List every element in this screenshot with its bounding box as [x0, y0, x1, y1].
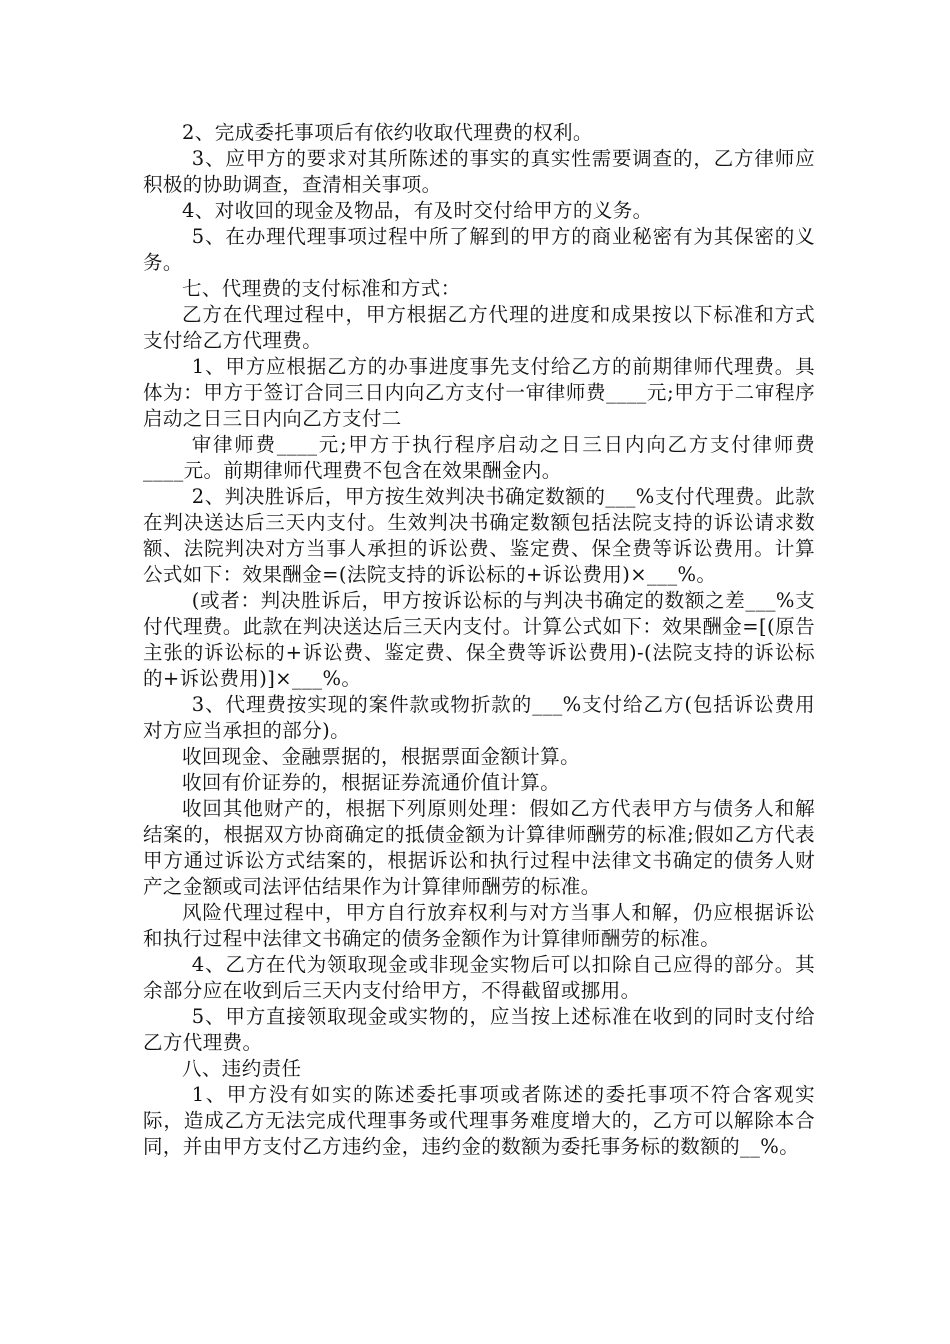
- section-heading-8: 八、违约责任: [182, 1057, 302, 1080]
- paragraph-fee-3: 3、代理费按实现的案件款或物折款的___%支付给乙方(包括诉讼费用对方应当承担的部分)。: [143, 693, 815, 742]
- paragraph-securities-recovery: 收回有价证券的，根据证券流通价值计算。: [182, 771, 561, 794]
- paragraph-other-property: 收回其他财产的，根据下列原则处理：假如乙方代表甲方与债务人和解结案的，根据双方协商确定的抵债金额为计算律师酬劳的标准;假如乙方代表甲方通过诉讼方式结案的，根据诉讼和执行过程中法律文书确定的债务人财产之金额或司法评估结果作为计算律师酬劳的标准。: [143, 797, 815, 898]
- paragraph-duty-5: 5、在办理代理事项过程中所了解到的甲方的商业秘密有为其保密的义务。: [143, 225, 815, 274]
- paragraph-fee-4: 4、乙方在代为领取现金或非现金实物后可以扣除自己应得的部分。其余部分应在收到后三天内支付给甲方，不得截留或挪用。: [143, 953, 815, 1002]
- paragraph-fee-intro: 乙方在代理过程中，甲方根据乙方代理的进度和成果按以下标准和方式支付给乙方代理费。: [143, 303, 815, 352]
- contract-text: [143, 120, 815, 1160]
- paragraph-fee-1: 1、甲方应根据乙方的办事进度事先支付给乙方的前期律师代理费。具体为：甲方于签订合同三日内向乙方支付一审律师费____元;甲方于二审程序启动之日三日内向乙方支付二: [143, 355, 815, 430]
- paragraph-duty-3: 3、应甲方的要求对其所陈述的事实的真实性需要调查的，乙方律师应积极的协助调查，查清相关事项。: [143, 147, 815, 196]
- paragraph-fee-5: 5、甲方直接领取现金或实物的，应当按上述标准在收到的同时支付给乙方代理费。: [143, 1005, 815, 1054]
- paragraph-fee-1-continued: 审律师费____元;甲方于执行程序启动之日三日内向乙方支付律师费____元。前期律师代理费不包含在效果酬金内。: [143, 433, 815, 482]
- paragraph-duty-4: 4、对收回的现金及物品，有及时交付给甲方的义务。: [182, 199, 653, 222]
- paragraph-fee-alternative: (或者：判决胜诉后，甲方按诉讼标的与判决书确定的数额之差___%支付代理费。此款在判决送达后三天内支付。计算公式如下：效果酬金=[(原告主张的诉讼标的+诉讼费、鉴定费、保全费等诉讼费用)-(法院支持的诉讼标的+诉讼费用)]×___%。: [143, 589, 815, 690]
- paragraph-cash-recovery: 收回现金、金融票据的，根据票面金额计算。: [182, 745, 581, 768]
- paragraph-duty-2: 2、完成委托事项后有依约收取代理费的权利。: [182, 121, 593, 144]
- paragraph-breach-1: 1、甲方没有如实的陈述委托事项或者陈述的委托事项不符合客观实际，造成乙方无法完成代理事务或代理事务难度增大的，乙方可以解除本合同，并由甲方支付乙方违约金，违约金的数额为委托事务标的数额的__%。: [143, 1083, 815, 1158]
- paragraph-fee-2: 2、判决胜诉后，甲方按生效判决书确定数额的___%支付代理费。此款在判决送达后三天内支付。生效判决书确定数额包括法院支持的诉讼请求数额、法院判决对方当事人承担的诉讼费、鉴定费、保全费等诉讼费用。计算公式如下：效果酬金=(法院支持的诉讼标的+诉讼费用)×___%。: [143, 485, 815, 586]
- section-heading-7: 七、代理费的支付标准和方式：: [182, 277, 461, 300]
- paragraph-risk-agency: 风险代理过程中，甲方自行放弃权利与对方当事人和解，仍应根据诉讼和执行过程中法律文书确定的债务金额作为计算律师酬劳的标准。: [143, 901, 815, 950]
